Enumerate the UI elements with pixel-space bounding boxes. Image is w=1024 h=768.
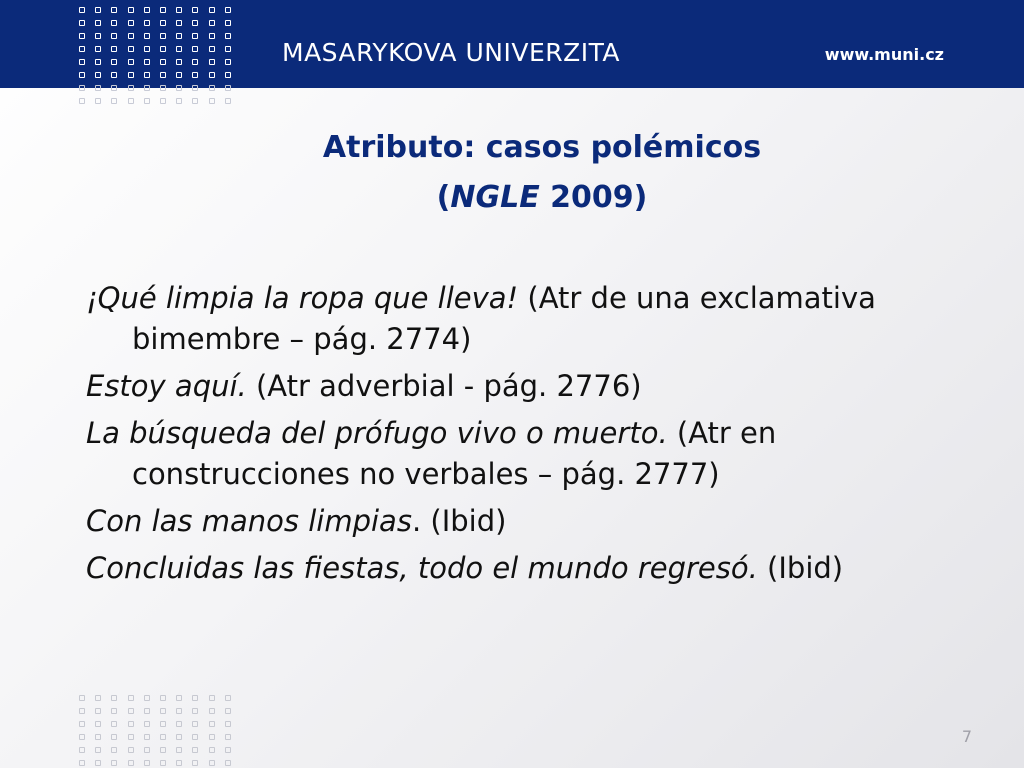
slide-title: Atributo: casos polémicos [322,130,762,165]
subtitle-source-italic: NGLE [450,180,540,215]
dot-icon [128,59,134,65]
dot-icon [192,7,198,13]
dot-icon [95,747,101,753]
dot-icon [111,708,117,714]
dot-icon [160,734,166,740]
dot-icon [176,760,182,766]
dot-icon [144,747,150,753]
dot-icon [95,7,101,13]
dot-icon [111,46,117,52]
dot-icon [95,72,101,78]
dot-icon [225,33,231,39]
dot-icon [111,20,117,26]
dot-icon [128,7,134,13]
dot-icon [128,747,134,753]
dot-icon [192,708,198,714]
example-italic: Concluidas las fiestas, todo el mundo regresó. [86,551,758,585]
dot-icon [225,98,231,104]
dot-icon [225,747,231,753]
example-note: (Atr en construcciones no verbales – pág. 2777) [132,416,777,491]
dot-icon [144,85,150,91]
dot-icon [128,721,134,727]
dot-icon [144,734,150,740]
dot-icon [192,85,198,91]
example-note: (Atr de una exclamativa bimembre – pág. 2774) [132,281,876,356]
dot-icon [160,46,166,52]
slide-subtitle [30,180,1024,215]
dot-icon [95,695,101,701]
dot-icon [79,46,85,52]
dot-icon [95,59,101,65]
dot-icon [209,708,215,714]
dot-icon [144,20,150,26]
dot-icon [225,708,231,714]
dot-icon [95,760,101,766]
dot-icon [176,85,182,91]
header-bar [0,0,1024,88]
dot-icon [95,721,101,727]
dot-icon [192,747,198,753]
dot-icon [111,59,117,65]
dot-icon [79,20,85,26]
dot-icon [160,760,166,766]
dot-icon [160,98,166,104]
dot-icon [128,20,134,26]
dot-icon [176,72,182,78]
dot-icon [128,695,134,701]
dot-icon [79,7,85,13]
dot-icon [225,59,231,65]
dot-icon [209,7,215,13]
dot-icon [225,46,231,52]
dot-icon [192,695,198,701]
dot-icon [111,7,117,13]
dot-icon [144,59,150,65]
dot-icon [209,59,215,65]
dot-icon [160,7,166,13]
dot-icon [128,98,134,104]
dot-icon [225,721,231,727]
dot-icon [192,46,198,52]
dot-icon [225,20,231,26]
list-item [86,366,946,407]
example-note: (Atr adverbial - pág. 2776) [246,369,642,403]
dot-icon [111,98,117,104]
dot-icon [209,695,215,701]
dot-icon [160,72,166,78]
dot-icon [192,760,198,766]
dot-icon [79,747,85,753]
dot-icon [192,72,198,78]
dot-icon [225,7,231,13]
example-note: . (Ibid) [411,504,507,538]
dot-icon [176,721,182,727]
dot-icon [111,695,117,701]
dot-icon [111,721,117,727]
dot-icon [192,98,198,104]
dot-icon [209,20,215,26]
dot-icon [176,695,182,701]
dot-icon [160,721,166,727]
dot-icon [192,721,198,727]
dot-icon [79,98,85,104]
site-url: www.muni.cz [824,45,944,64]
dot-icon [79,33,85,39]
page-number: 7 [961,727,972,746]
dot-icon [79,695,85,701]
list-item [86,278,946,360]
dot-icon [144,33,150,39]
dot-icon [95,20,101,26]
dot-icon [79,708,85,714]
dot-icon [176,33,182,39]
dot-icon [160,695,166,701]
dot-icon [209,721,215,727]
dot-icon [128,72,134,78]
dot-icon [176,747,182,753]
dot-icon [192,734,198,740]
dot-icon [144,708,150,714]
dot-grid-decoration-bottom [76,692,238,768]
list-item [86,548,946,589]
dot-icon [225,85,231,91]
dot-icon [160,85,166,91]
example-italic: Estoy aquí. [86,369,247,403]
dot-icon [144,98,150,104]
dot-icon [79,760,85,766]
dot-icon [176,708,182,714]
dot-icon [209,98,215,104]
dot-icon [95,46,101,52]
dot-icon [160,33,166,39]
dot-icon [144,760,150,766]
dot-icon [111,85,117,91]
dot-icon [79,721,85,727]
dot-icon [225,695,231,701]
dot-icon [192,59,198,65]
dot-icon [176,46,182,52]
dot-icon [79,734,85,740]
dot-icon [209,46,215,52]
dot-icon [160,59,166,65]
dot-icon [176,7,182,13]
dot-icon [95,98,101,104]
dot-icon [128,708,134,714]
dot-icon [144,46,150,52]
dot-icon [128,734,134,740]
dot-icon [144,7,150,13]
dot-icon [176,734,182,740]
dot-icon [79,85,85,91]
dot-icon [176,59,182,65]
dot-grid-decoration [76,4,238,108]
dot-icon [95,708,101,714]
dot-icon [176,20,182,26]
dot-icon [209,734,215,740]
dot-icon [209,747,215,753]
dot-icon [225,734,231,740]
subtitle-year: 2009) [539,180,648,215]
dot-icon [111,760,117,766]
dot-icon [111,734,117,740]
dot-icon [111,747,117,753]
dot-icon [95,33,101,39]
example-note: (Ibid) [757,551,844,585]
dot-icon [95,85,101,91]
dot-icon [225,760,231,766]
dot-icon [209,760,215,766]
list-item [86,501,946,542]
slide-body [86,278,946,595]
dot-icon [192,20,198,26]
list-item [86,413,946,495]
dot-icon [79,59,85,65]
dot-icon [79,72,85,78]
dot-icon [160,20,166,26]
dot-icon [144,721,150,727]
dot-icon [225,72,231,78]
dot-icon [144,72,150,78]
dot-icon [160,708,166,714]
university-logo-text: MASARYKOVA UNIVERZITA [282,38,621,67]
example-italic: Con las manos limpias [86,504,412,538]
dot-icon [209,85,215,91]
example-italic: La búsqueda del prófugo vivo o muerto. [86,416,668,450]
example-italic: ¡Qué limpia la ropa que lleva! [86,281,519,315]
dot-icon [128,33,134,39]
dot-icon [111,33,117,39]
dot-icon [128,46,134,52]
dot-icon [128,85,134,91]
dot-icon [160,747,166,753]
dot-icon [209,33,215,39]
dot-icon [111,72,117,78]
dot-icon [209,72,215,78]
dot-icon [144,695,150,701]
dot-icon [192,33,198,39]
subtitle-open-paren: ( [436,180,451,215]
dot-icon [95,734,101,740]
dot-icon [176,98,182,104]
dot-icon [128,760,134,766]
